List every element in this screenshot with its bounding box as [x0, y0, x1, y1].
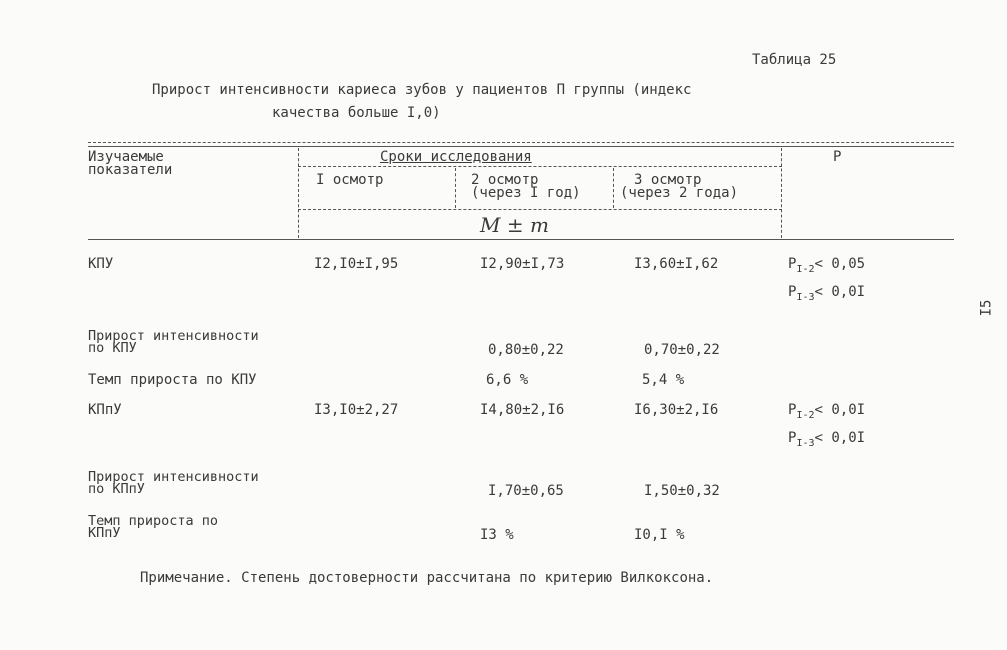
header-vline-3: [613, 168, 614, 208]
header-terms: Сроки исследования: [380, 149, 532, 165]
row-label-line1: Темп прироста по: [88, 513, 219, 529]
row-label-line2: по КПУ: [88, 340, 137, 356]
exam1-value: I2,I0±I,95: [314, 256, 399, 272]
p-prefix: P: [788, 402, 797, 418]
header-p: P: [833, 149, 842, 165]
page-number: I5: [978, 299, 995, 317]
exam3-value: 0,70±0,22: [644, 342, 720, 358]
header-sub-rule-1: [298, 166, 782, 167]
exam1-value: I3,I0±2,27: [314, 402, 399, 418]
exam2-value: I4,80±2,I6: [480, 402, 565, 418]
exam2-value: I3 %: [480, 527, 514, 543]
header-exam3-line2: (через 2 года): [620, 185, 739, 201]
table-title-line1: Прирост интенсивности кариеса зубов у пациентов П группы (индекс: [152, 82, 692, 98]
exam2-value: I2,90±I,73: [480, 256, 565, 272]
exam2-value: 6,6 %: [486, 372, 529, 388]
row-label: КПпУ: [88, 402, 122, 418]
exam3-value: I,50±0,32: [644, 483, 720, 499]
header-bottom-rule: [88, 239, 954, 240]
p-comparison: < 0,0I: [814, 430, 866, 446]
p-subscript: I-2: [796, 410, 815, 421]
row-label: Темп прироста по КПУ: [88, 372, 257, 388]
row-label-line2: по КПпУ: [88, 481, 145, 497]
exam3-value: 5,4 %: [642, 372, 685, 388]
header-exam2-line2: (через I год): [471, 185, 581, 201]
header-indicators: показатели: [88, 162, 173, 178]
p-value-1-2: [788, 402, 866, 421]
table-number: Таблица 25: [752, 52, 837, 68]
table-footnote: Примечание. Степень достоверности рассчитана по критерию Вилкоксона.: [140, 570, 714, 586]
header-vline-4: [781, 148, 782, 238]
header-studied: Изучаемые: [88, 149, 164, 165]
row-label: КПУ: [88, 256, 114, 272]
p-comparison: < 0,0I: [814, 284, 866, 300]
row-label-line2: КПпУ: [88, 525, 121, 541]
p-prefix: P: [788, 284, 797, 300]
table-top-rule: [88, 142, 954, 143]
header-exam3-line1: 3 осмотр: [634, 172, 702, 188]
p-subscript: I-3: [796, 292, 815, 303]
exam2-value: I,70±0,65: [488, 483, 564, 499]
p-value-1-2: [788, 256, 866, 275]
p-subscript: I-2: [796, 264, 815, 275]
exam2-value: 0,80±0,22: [488, 342, 564, 358]
header-exam2-line1: 2 осмотр: [471, 172, 539, 188]
header-vline-1: [298, 148, 299, 238]
p-value-1-3: [788, 430, 866, 449]
p-comparison: < 0,05: [814, 256, 866, 272]
p-subscript: I-3: [796, 438, 815, 449]
table-top-rule-2: [88, 146, 954, 147]
header-vline-2: [455, 168, 456, 208]
p-value-1-3: [788, 284, 866, 303]
header-mean-symbol: M ± m: [480, 213, 549, 237]
exam3-value: I0,I %: [634, 527, 685, 543]
p-prefix: P: [788, 430, 797, 446]
p-comparison: < 0,0I: [814, 402, 866, 418]
exam3-value: I6,30±2,I6: [634, 402, 719, 418]
p-prefix: P: [788, 256, 797, 272]
header-sub-rule-2: [298, 209, 782, 210]
row-label-line1: Прирост интенсивности: [88, 328, 259, 344]
table-title-line2: качества больше I,0): [272, 105, 441, 121]
header-exam1: I осмотр: [316, 172, 384, 188]
exam3-value: I3,60±I,62: [634, 256, 719, 272]
row-label-line1: Прирост интенсивности: [88, 469, 259, 485]
